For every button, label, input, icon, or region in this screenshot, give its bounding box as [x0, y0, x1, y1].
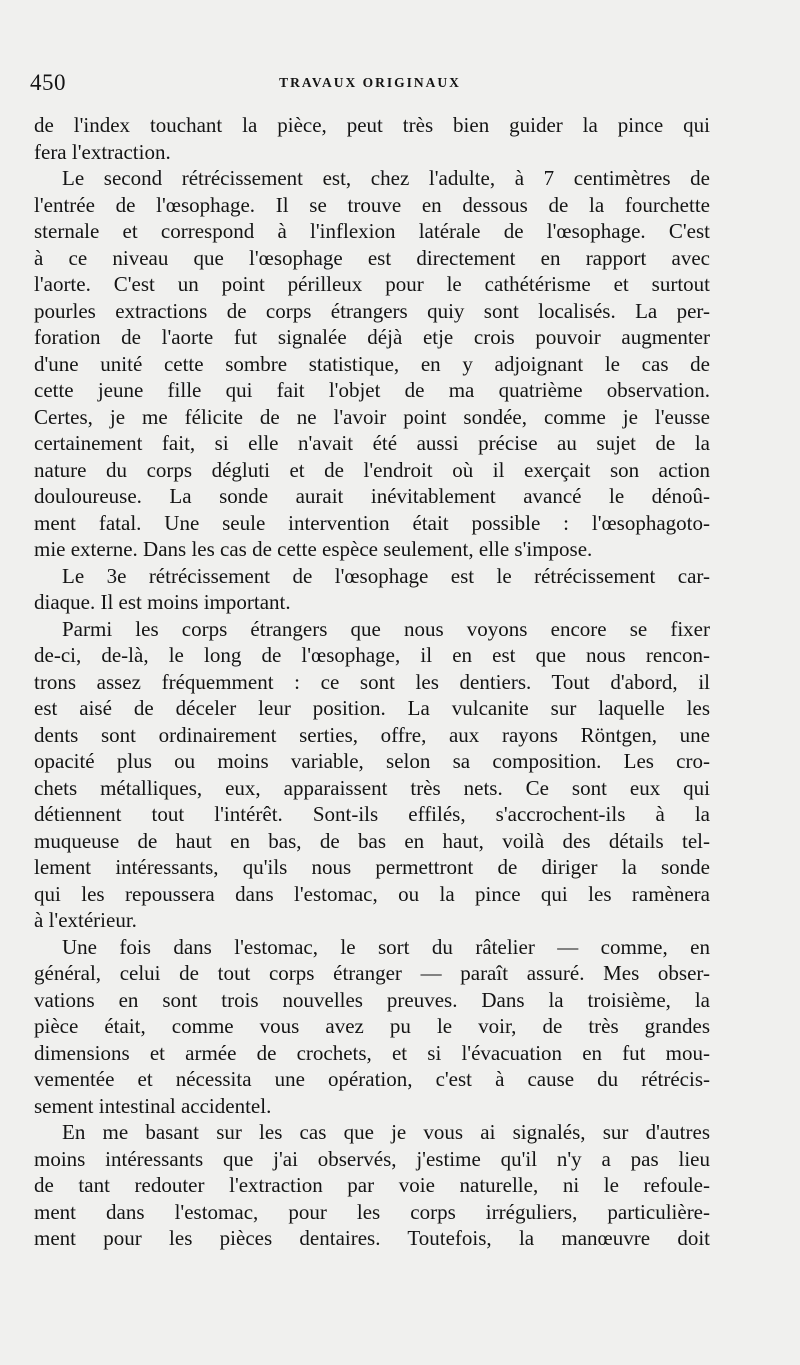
text-line: de-ci, de-là, le long de l'œsophage, il en est que nous rencon- [34, 643, 710, 667]
text-line: lement intéressants, qu'ils nous permettront de diriger la sonde [34, 855, 710, 879]
text-line: de tant redouter l'extraction par voie naturelle, ni le refoule- [34, 1173, 710, 1197]
text-line: vementée et nécessita une opération, c'est à cause du rétrécis- [34, 1067, 710, 1091]
text-line: Le 3e rétrécissement de l'œsophage est le rétrécissement car- [62, 563, 710, 588]
text-line: Certes, je me félicite de ne l'avoir point sondée, comme je l'eusse [34, 404, 710, 429]
text-line: Le second rétrécissement est, chez l'adulte, à 7 centimètres de [62, 166, 710, 190]
text-line: moins intéressants que j'ai observés, j'estime qu'il n'y a pas lieu [34, 1146, 710, 1171]
text-line: général, celui de tout corps étranger — paraît assuré. Mes obser- [34, 961, 710, 985]
text-line: diaque. Il est moins important. [34, 590, 291, 614]
text-line: qui les repoussera dans l'estomac, ou la pince qui les ramènera [34, 881, 710, 906]
text-line: douloureuse. La sonde aurait inévitablement avancé le dénoû- [34, 484, 710, 508]
running-title: TRAVAUX ORIGINAUX [279, 75, 461, 90]
text-line: cette jeune fille qui fait l'objet de ma quatrième observation. [34, 378, 710, 402]
text-line: détiennent tout l'intérêt. Sont-ils effilés, s'accrochent-ils à la [34, 802, 710, 826]
text-line: foration de l'aorte fut signalée déjà etje crois pouvoir augmenter [34, 325, 710, 349]
text-line: ment fatal. Une seule intervention était possible : l'œsophagoto- [34, 510, 710, 535]
page-number: 450 [30, 70, 66, 95]
text-line: trons assez fréquemment : ce sont les dentiers. Tout d'abord, il [34, 669, 710, 694]
text-line: ment pour les pièces dentaires. Toutefois, la manœuvre doit [34, 1226, 710, 1250]
text-line: muqueuse de haut en bas, de bas en haut, voilà des détails tel- [34, 828, 710, 853]
text-line: sement intestinal accidentel. [34, 1093, 272, 1118]
text-line: fera l'extraction. [34, 139, 171, 164]
text-line: d'une unité cette sombre statistique, en y adjoignant le cas de [34, 351, 710, 376]
text-line: l'entrée de l'œsophage. Il se trouve en dessous de la fourchette [34, 192, 710, 217]
text-line: dimensions et armée de crochets, et si l'évacuation en fut mou- [34, 1040, 710, 1065]
text-line: nature du corps dégluti et de l'endroit où il exerçait son action [34, 457, 710, 482]
text-line: opacité plus ou moins variable, selon sa composition. Les cro- [34, 749, 710, 773]
page-header [30, 70, 710, 100]
text-line: sternale et correspond à l'inflexion latérale de l'œsophage. C'est [34, 219, 710, 243]
body-text [34, 112, 710, 1252]
text-line: l'aorte. C'est un point périlleux pour le cathétérisme et surtout [34, 272, 710, 296]
text-line: mie externe. Dans les cas de cette espèce seulement, elle s'impose. [34, 537, 593, 561]
text-line: pièce était, comme vous avez pu le voir, de très grandes [34, 1014, 710, 1038]
text-line: pourles extractions de corps étrangers quiy sont localisés. La per- [34, 298, 710, 323]
text-line: de l'index touchant la pièce, peut très bien guider la pince qui [34, 113, 710, 137]
text-line: certainement fait, si elle n'avait été aussi précise au sujet de la [34, 431, 710, 455]
text-line: est aisé de déceler leur position. La vulcanite sur laquelle les [34, 696, 710, 720]
text-line: ment dans l'estomac, pour les corps irréguliers, particulière- [34, 1199, 710, 1224]
text-line: Une fois dans l'estomac, le sort du râtelier — comme, en [62, 934, 710, 959]
text-line: chets métalliques, eux, apparaissent très nets. Ce sont eux qui [34, 775, 710, 800]
text-line: En me basant sur les cas que je vous ai signalés, sur d'autres [62, 1120, 710, 1144]
text-line: Parmi les corps étrangers que nous voyons encore se fixer [62, 616, 710, 641]
text-line: à ce niveau que l'œsophage est directement en rapport avec [34, 245, 710, 270]
text-line: à l'extérieur. [34, 908, 137, 932]
text-line: vations en sont trois nouvelles preuves. Dans la troisième, la [34, 987, 710, 1012]
text-line: dents sont ordinairement serties, offre, aux rayons Röntgen, une [34, 722, 710, 747]
